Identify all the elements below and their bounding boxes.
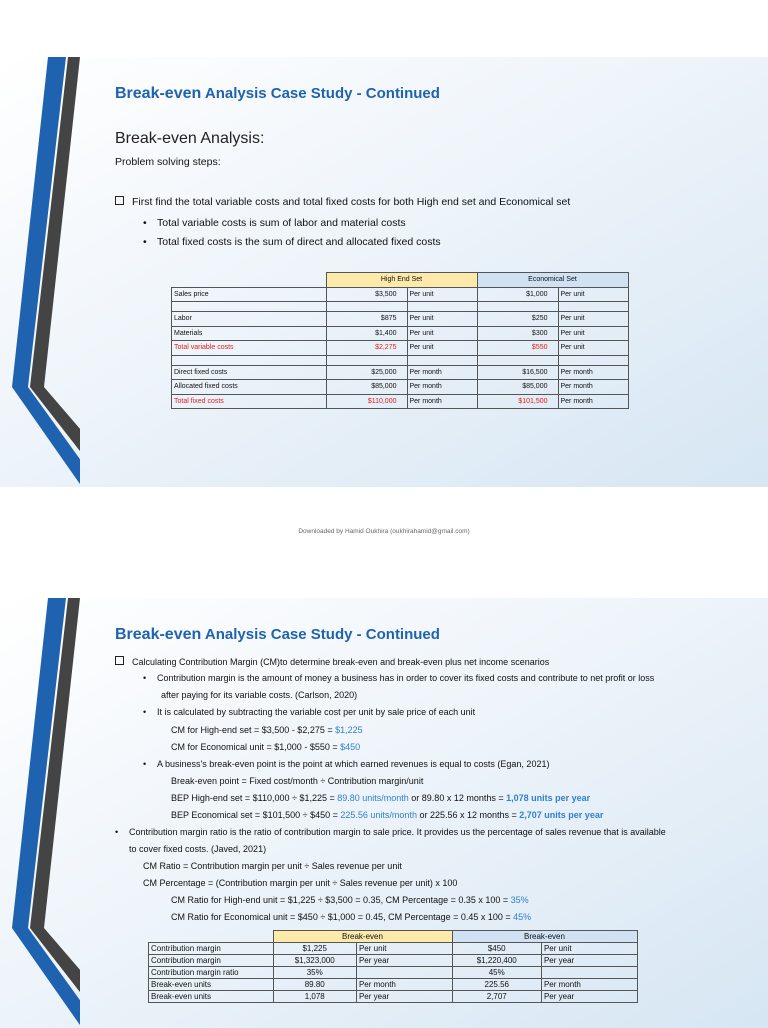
table-row: Total fixed costs $110,000 Per month $101,500 Per month [172,394,629,409]
download-footer: Downloaded by Hamid Oukhira (oukhirahamid@gmail.com) [298,528,470,535]
slide-decoration [0,598,80,1028]
table-row: Break-even units 89.80 Per month 225.56 Per month [149,979,638,991]
bullet-item: • It is calculated by subtracting the variable cost per unit by sale price of each unit [143,707,476,717]
slide-2 [0,598,768,1028]
section-heading: Break-even Analysis: [115,130,265,147]
text-line: CM for Economical unit = $1,000 - $550 = $450 [171,742,361,752]
step-item: Calculating Contribution Margin (CM)to determine break-even and break-even plus net income scenarios [115,656,549,667]
text-line: to cover fixed costs. (Javed, 2021) [129,844,267,854]
bullet-item: • Contribution margin is the amount of money a business has in order to cover its fixed costs and contribute to net profit or loss [143,673,655,683]
step-item: First find the total variable costs and total fixed costs for both High end set and Economical set [115,196,570,208]
text-line: BEP Economical set = $101,500 ÷ $450 = 225.56 units/month or 225.56 x 12 months = 2,707 units per year [171,810,604,820]
subheading: Problem solving steps: [115,156,221,168]
slide-title: Break-even Analysis Case Study - Continued [115,85,440,102]
break-even-table [148,930,638,1003]
table-row: Break-even units 1,078 Per year 2,707 Per year [149,991,638,1003]
bullet-item: • Total variable costs is sum of labor and material costs [143,217,406,229]
header-economical: Break-even [452,931,637,943]
header-high-end: High End Set [326,273,477,288]
text-line: BEP High-end set = $110,000 ÷ $1,225 = 89.80 units/month or 89.80 x 12 months = 1,078 units per year [171,793,591,803]
table-row: Contribution margin $1,323,000 Per year $1,220,400 Per year [149,955,638,967]
slide-title: Break-even Analysis Case Study - Continued [115,626,440,643]
table-row: Allocated fixed costs $85,000 Per month $85,000 Per month [172,380,629,395]
header-high-end: Break-even [273,931,452,943]
text-line: Break-even point = Fixed cost/month ÷ Contribution margin/unit [171,776,424,786]
bullet-item: • A business's break-even point is the point at which earned revenues is equal to costs (Egan, 2021) [143,759,550,769]
table-row: Materials $1,400 Per unit $300 Per unit [172,326,629,341]
slide-decoration [0,57,80,487]
bullet-item: • Total fixed costs is the sum of direct and allocated fixed costs [143,236,441,248]
bullet-item: • Contribution margin ratio is the ratio of contribution margin to sale price. It provides us the percentage of sales revenue that is available [115,827,666,837]
slide-1 [0,57,768,487]
text-line: CM Percentage = (Contribution margin per unit ÷ Sales revenue per unit) x 100 [143,878,458,888]
text-line: after paying for its variable costs. (Carlson, 2020) [161,690,358,700]
checkbox-bullet-icon [115,656,124,665]
cost-table [171,272,629,409]
table-row: Direct fixed costs $25,000 Per month $16,500 Per month [172,365,629,380]
text-line: CM Ratio for High-end unit = $1,225 ÷ $3,500 = 0.35, CM Percentage = 0.35 x 100 = 35% [171,895,529,905]
table-row: Contribution margin $1,225 Per unit $450 Per unit [149,943,638,955]
text-line: CM Ratio = Contribution margin per unit ÷ Sales revenue per unit [143,861,402,871]
text-line: CM Ratio for Economical unit = $450 ÷ $1,000 = 0.45, CM Percentage = 0.45 x 100 = 45% [171,912,532,922]
table-row: Total variable costs $2,275 Per unit $550 Per unit [172,341,629,356]
table-row: Labor $875 Per unit $250 Per unit [172,312,629,327]
checkbox-bullet-icon [115,196,124,205]
table-row: Sales price $3,500 Per unit $1,000 Per unit [172,287,629,302]
table-row: Contribution margin ratio 35% 45% [149,967,638,979]
header-economical: Economical Set [477,273,628,288]
text-line: CM for High-end set = $3,500 - $2,275 = $1,225 [171,725,363,735]
